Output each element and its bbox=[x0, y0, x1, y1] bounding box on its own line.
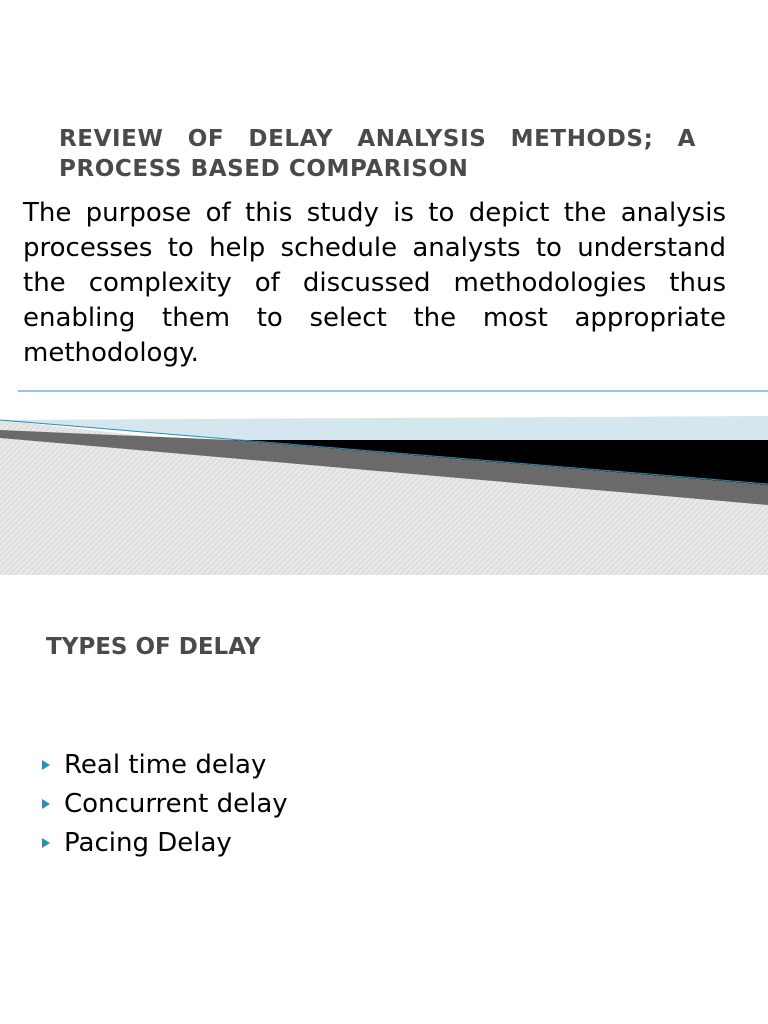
slide-title: REVIEW OF DELAY ANALYSIS METHODS; A PROCESS BASED COMPARISON bbox=[59, 126, 696, 182]
list-item bbox=[42, 745, 288, 784]
intro-paragraph: The purpose of this study is to depict the analysis processes to help schedule analysts to understand the complexity of discussed methodologies thus enabling them to select the most appropriate methodology. bbox=[23, 198, 726, 368]
triangle-right-icon bbox=[42, 799, 64, 809]
bullet-list bbox=[42, 745, 288, 862]
list-item-label: Pacing Delay bbox=[64, 827, 232, 858]
section-title: TYPES OF DELAY bbox=[46, 634, 261, 660]
triangle-right-icon bbox=[42, 838, 64, 848]
list-item bbox=[42, 784, 288, 823]
list-item-label: Concurrent delay bbox=[64, 788, 288, 819]
list-item bbox=[42, 823, 288, 862]
triangle-right-icon bbox=[42, 760, 64, 770]
decorative-band bbox=[0, 380, 768, 580]
list-item-label: Real time delay bbox=[64, 749, 267, 780]
